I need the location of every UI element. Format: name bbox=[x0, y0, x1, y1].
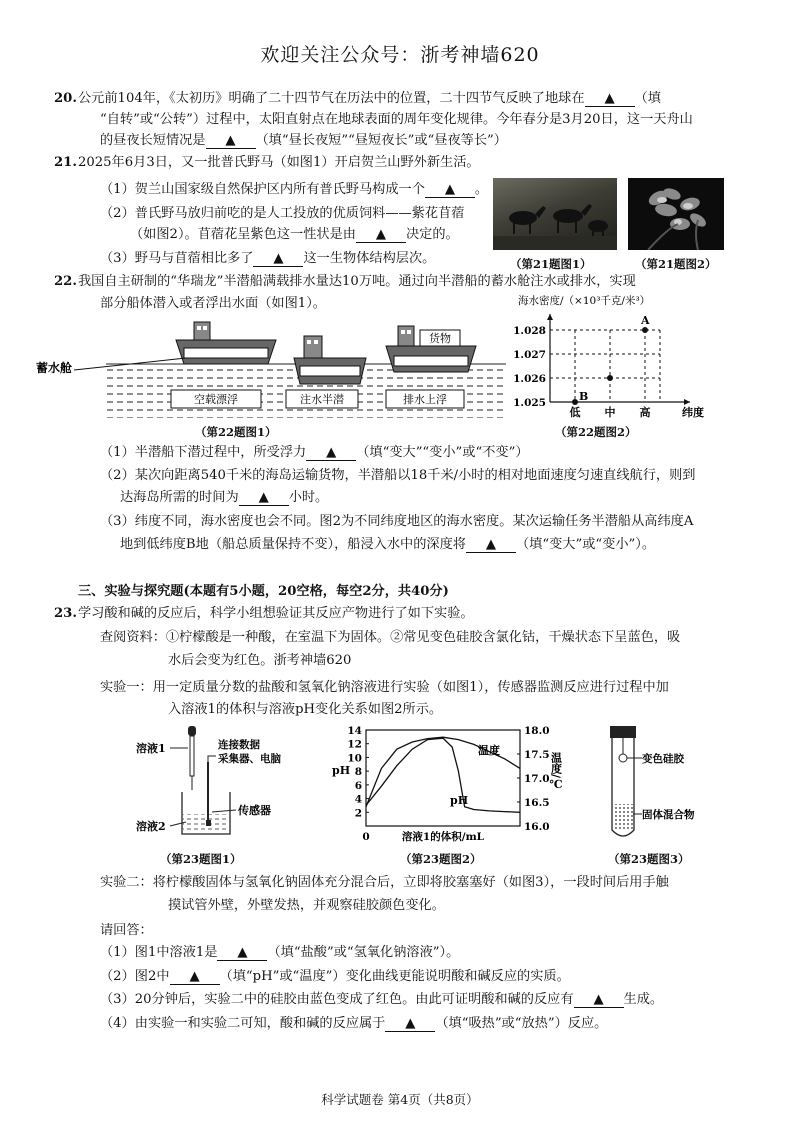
density-xlabel: 纬度 bbox=[682, 406, 704, 419]
text-line-q20-3 bbox=[100, 132, 507, 150]
caption-q23-fig1: （第23题图1） bbox=[160, 852, 242, 866]
answer-blank[interactable]: ▲ bbox=[306, 446, 356, 461]
caption-q21-fig1: （第21题图1） bbox=[510, 257, 592, 271]
line-text-after: 决定的。 bbox=[405, 227, 459, 242]
line-text: （2）普氏野马放归前吃的是人工投放的优质饲料——紫花苜蓿 bbox=[100, 206, 465, 221]
line-text-after: （填 bbox=[634, 91, 661, 106]
temp-ytick: 16.5 bbox=[524, 797, 550, 809]
answer-blank[interactable]: ▲ bbox=[206, 134, 256, 149]
text-line-q22-2b bbox=[120, 489, 328, 507]
temp-ytick: 18.0 bbox=[524, 725, 550, 737]
caption-q21-fig2: （第21题图2） bbox=[635, 257, 717, 271]
dropper-bulb bbox=[188, 726, 196, 736]
ph-ytick: 8 bbox=[354, 766, 362, 779]
line-text: “自转”或“公转”）过程中，太阳直射点在地球表面的周年变化规律。今年春分是3月20日，这一天舟山 bbox=[100, 112, 693, 127]
density-point bbox=[642, 327, 648, 333]
semi-submersible-figure bbox=[36, 318, 506, 418]
line-text: 部分船体潜入或者浮出水面（如图1）。 bbox=[100, 296, 326, 311]
text-line-q23-e2a bbox=[100, 874, 669, 892]
answer-blank[interactable]: ▲ bbox=[217, 946, 267, 961]
temp-ytick: 16.0 bbox=[524, 821, 550, 833]
answer-blank[interactable]: ▲ bbox=[253, 252, 303, 267]
apparatus-figure bbox=[130, 722, 320, 842]
stage-empty-label: 空载漂浮 bbox=[194, 393, 238, 406]
ph-ytick: 6 bbox=[354, 779, 362, 792]
line-text: 查阅资料：①柠檬酸是一种酸，在室温下为固体。②常见变色硅胶含氯化钴，干燥状态下呈蓝色，吸 bbox=[100, 630, 681, 645]
line-text-after: （填“变大”或“变小”）。 bbox=[515, 537, 656, 552]
answer-blank[interactable]: ▲ bbox=[356, 228, 406, 243]
line-text: 水后会变为红色。浙考神墙620 bbox=[168, 653, 352, 668]
question-number: 21. bbox=[54, 155, 77, 170]
solution2-label: 溶液2 bbox=[136, 820, 166, 833]
ph-ytick: 14 bbox=[347, 725, 362, 737]
text-line-q23-3 bbox=[100, 991, 663, 1009]
ship-submerged bbox=[294, 336, 366, 384]
density-y-arrow bbox=[547, 314, 553, 320]
text-line-q21-0 bbox=[54, 154, 480, 172]
stage-rise-label: 排水上浮 bbox=[403, 393, 447, 406]
line-text-after: （填“昼长夜短”“昼短夜长”或“昼夜等长”） bbox=[255, 133, 507, 148]
horse-photo bbox=[493, 178, 617, 250]
density-xtick: 高 bbox=[639, 406, 651, 419]
ph-ytick: 12 bbox=[347, 738, 362, 751]
density-ylabel: 海水密度/（×10³千克/米³） bbox=[518, 295, 651, 307]
density-xtick: 低 bbox=[569, 406, 581, 419]
line-text: （2）图2中 bbox=[100, 969, 170, 984]
density-x-arrow bbox=[684, 399, 690, 405]
text-line-q22-0b bbox=[100, 295, 326, 313]
series-label-temp: 温度 bbox=[478, 744, 500, 757]
stage-labels bbox=[171, 390, 464, 408]
line-text: （1）贺兰山国家级自然保护区内所有普氏野马构成一个 bbox=[100, 182, 425, 197]
x-origin-label: 0 bbox=[362, 831, 370, 843]
ship-empty bbox=[176, 322, 276, 364]
line-text: 我国自主研制的“华瑞龙”半潜船满载排水量达10万吨。通过向半潜船的蓄水舱注水或排水，实现 bbox=[78, 274, 636, 289]
density-point bbox=[572, 399, 578, 405]
line-text: （如图2）。苜蓿花呈紫色这一性状是由 bbox=[130, 227, 356, 242]
line-text: 入溶液1的体积与溶液pH变化关系如图2所示。 bbox=[168, 702, 443, 717]
text-line-q23-2 bbox=[100, 968, 570, 986]
line-text: （3）野马与苜蓿相比多了 bbox=[100, 251, 254, 266]
line-text-after: （填“pH”或“温度”）变化曲线更能说明酸和碱反应的实质。 bbox=[219, 969, 570, 984]
answer-blank[interactable]: ▲ bbox=[574, 993, 624, 1008]
text-line-q23-e1a bbox=[100, 679, 669, 697]
text-line-q23-e1b bbox=[168, 701, 442, 719]
line-text-after: 生成。 bbox=[623, 992, 664, 1007]
line-text: 请回答： bbox=[100, 923, 153, 938]
question-number: 22. bbox=[54, 274, 77, 289]
text-line-q23-0 bbox=[54, 605, 474, 623]
line-text: 2025年6月3日，又一批普氏野马（如图1）开启贺兰山野外新生活。 bbox=[78, 155, 480, 170]
line-text: （3）20分钟后，实验二中的硅胶由蓝色变成了红色。由此可证明酸和碱的反应有 bbox=[100, 992, 574, 1007]
text-line-q23-e2b bbox=[168, 897, 445, 915]
line-text-after: （填“变大”“变小”或“不变”） bbox=[356, 445, 529, 460]
text-line-q23-r2 bbox=[168, 652, 351, 670]
line-text: （1）半潜船下潜过程中，所受浮力 bbox=[100, 445, 307, 460]
caption-q23-fig2: （第23题图2） bbox=[400, 852, 482, 866]
text-line-q22-0 bbox=[54, 273, 636, 291]
text-line-q21-2b bbox=[130, 226, 459, 244]
ph-xlabel: 溶液1的体积/mL bbox=[401, 831, 485, 843]
series-label-ph: pH bbox=[450, 794, 469, 807]
answer-blank[interactable]: ▲ bbox=[585, 92, 635, 107]
temp-ytick: 17.0 bbox=[524, 773, 550, 785]
connect-label-1: 连接数据 bbox=[218, 739, 260, 751]
ship-with-cargo bbox=[386, 326, 476, 372]
answer-blank[interactable]: ▲ bbox=[170, 970, 220, 985]
sensor-label: 传感器 bbox=[238, 804, 271, 817]
line-text-after: 。 bbox=[474, 182, 489, 197]
answer-blank[interactable]: ▲ bbox=[466, 538, 516, 553]
density-point bbox=[607, 375, 613, 381]
density-chart bbox=[510, 292, 710, 422]
silica-label: 变色硅胶 bbox=[642, 753, 684, 765]
ph-ytick: 2 bbox=[354, 807, 362, 820]
line-text: （1）图1中溶液1是 bbox=[100, 945, 218, 960]
line-text-after: （填“盐酸”或“氢氧化钠溶液”）。 bbox=[267, 945, 460, 960]
line-text: （4）由实验一和实验二可知，酸和碱的反应属于 bbox=[100, 1016, 386, 1031]
text-line-sec3 bbox=[78, 583, 449, 601]
test-tube-figure bbox=[590, 722, 720, 846]
text-line-q20-2 bbox=[100, 111, 693, 129]
text-line-q22-2a bbox=[100, 467, 695, 485]
text-line-q22-3a bbox=[100, 513, 693, 531]
text-line-q22-1 bbox=[100, 444, 529, 462]
line-text: 三、实验与探究题(本题有5小题，20空格，每空2分，共40分) bbox=[78, 584, 449, 599]
text-line-q23-r1 bbox=[100, 629, 680, 647]
stage-submerge-label: 注水半潜 bbox=[300, 393, 344, 406]
temp-ytick: 17.5 bbox=[524, 749, 550, 761]
line-text: 地到低纬度B地（船总质量保持不变），船浸入水中的深度将 bbox=[120, 537, 466, 552]
cargo-label: 货物 bbox=[429, 332, 451, 345]
answer-blank[interactable]: ▲ bbox=[425, 183, 475, 198]
line-text: 公元前104年，《太初历》明确了二十四节气在历法中的位置，二十四节气反映了地球在 bbox=[78, 91, 585, 106]
page-footer: 科学试题卷 第4页（共8页） bbox=[321, 1092, 479, 1107]
density-point-label: A bbox=[641, 314, 650, 327]
solid-mixture-label: 固体混合物 bbox=[642, 809, 695, 821]
text-line-q21-2a bbox=[100, 205, 464, 223]
line-text: 学习酸和碱的反应后，科学小组想验证其反应产物进行了如下实验。 bbox=[78, 606, 474, 621]
line-text: （2）某次向距离540千米的海岛运输货物，半潜船以18千米/小时的相对地面速度匀速直线航行，则到 bbox=[100, 468, 696, 483]
line-text: （3）纬度不同，海水密度也会不同。图2为不同纬度地区的海水密度。某次运输任务半潜船从高纬度A bbox=[100, 514, 694, 529]
text-line-q23-1 bbox=[100, 944, 459, 962]
text-line-q21-1 bbox=[100, 181, 488, 199]
caption-q23-fig3: （第23题图3） bbox=[608, 852, 690, 866]
connect-label-2: 采集器、电脑 bbox=[218, 753, 281, 765]
temp-ylabel: 温度/℃ bbox=[549, 752, 563, 792]
line-text: 摸试管外壁，外壁发热，并观察硅胶颜色变化。 bbox=[168, 898, 445, 913]
line-text: 实验一：用一定质量分数的盐酸和氢氧化钠溶液进行实验（如图1），传感器监测反应进行过程中加 bbox=[100, 680, 669, 695]
caption-q22-fig1: （第22题图1） bbox=[195, 425, 277, 439]
line-text: 达海岛所需的时间为 bbox=[120, 490, 239, 505]
text-line-q23-ask bbox=[100, 922, 153, 940]
density-ytick: 1.027 bbox=[513, 349, 546, 361]
alfalfa-flowers bbox=[628, 178, 724, 250]
density-ytick: 1.026 bbox=[513, 373, 546, 385]
caption-q22-fig2: （第22题图2） bbox=[555, 425, 637, 439]
page-header: 欢迎关注公众号：浙考神墙620 bbox=[260, 44, 540, 66]
density-xtick: 中 bbox=[604, 406, 616, 419]
ph-ytick: 4 bbox=[354, 793, 362, 806]
alfalfa-photo bbox=[628, 178, 724, 250]
text-line-q21-3 bbox=[100, 250, 435, 268]
ph-ytick: 10 bbox=[347, 752, 362, 765]
density-point-label: B bbox=[579, 390, 589, 403]
horse-silhouettes bbox=[493, 178, 617, 250]
line-text: 实验二：将柠檬酸固体与氢氧化钠固体充分混合后，立即将胶塞塞好（如图3），一段时间后用手触 bbox=[100, 875, 669, 890]
question-number: 20. bbox=[54, 91, 77, 106]
text-line-q20-1 bbox=[54, 90, 661, 108]
rubber-stopper bbox=[610, 726, 636, 738]
question-number: 23. bbox=[54, 606, 77, 621]
line-text-after: 这一生物体结构层次。 bbox=[303, 251, 436, 266]
text-line-q23-4 bbox=[100, 1015, 607, 1033]
line-text-after: （填“吸热”或“放热”）反应。 bbox=[435, 1016, 608, 1031]
density-ytick: 1.028 bbox=[513, 325, 546, 337]
line-text: 的昼夜长短情况是 bbox=[100, 133, 206, 148]
tank-label: 蓄水舱 bbox=[36, 361, 73, 375]
answer-blank[interactable]: ▲ bbox=[239, 491, 289, 506]
density-ytick: 1.025 bbox=[513, 397, 546, 409]
ph-temperature-chart bbox=[330, 722, 570, 846]
answer-blank[interactable]: ▲ bbox=[385, 1017, 435, 1032]
text-line-q22-3b bbox=[120, 536, 655, 554]
ph-ylabel: pH bbox=[332, 764, 351, 777]
line-text-after: 小时。 bbox=[288, 490, 329, 505]
solution1-label: 溶液1 bbox=[136, 742, 166, 755]
